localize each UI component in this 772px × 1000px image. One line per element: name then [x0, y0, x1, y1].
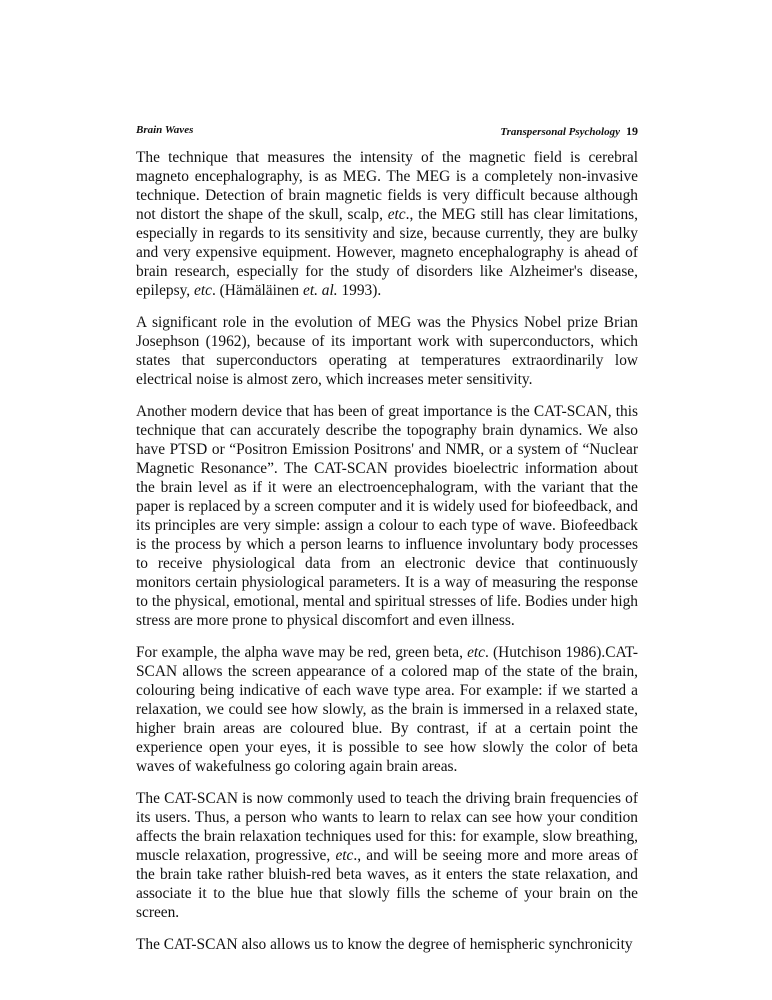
paragraph — [136, 313, 638, 389]
paragraph-text: Another modern device that has been of great importance is the CAT-SCAN, this technique that can accurately describe the topography brain dynamics. We also have PTSD or “Positron Emission Positrons' and NMR, or a system of “Nuclear Magnetic Resonance”. The CAT-SCAN provides bioelectric information about the brain level as if it were an electroencephalogram, with the variant that the paper is replaced by a screen computer and it is widely used for biofeedback, and its principles are very simple: assign a colour to each type of wave. Biofeedback is the process by which a person learns to influence involuntary body processes to receive physiological data from an electronic device that continuously monitors certain physiological parameters. It is a way of measuring the response to the physical, emotional, mental and spiritual stresses of life. Bodies under high stress are more prone to physical discomfort and even illness. — [136, 403, 638, 629]
paragraph-text: ., the MEG still has clear limitations, especially in regards to its sensitivity and size, because currently, they are bulky and very expensive equipment. However, magneto encephalography is ahead of brain research, especially for the study of disorders like Alzheimer's disease, epilepsy, — [136, 206, 638, 299]
paragraph-text: . (Hämäläinen — [211, 282, 303, 299]
paragraph — [136, 643, 638, 776]
italic-text: etc — [467, 644, 486, 661]
italic-text: etc — [335, 847, 354, 864]
paragraph-text: The CAT-SCAN also allows us to know the degree of hemispheric synchronicity — [136, 936, 633, 953]
paragraph-text: 1993). — [337, 282, 382, 299]
italic-text: etc — [194, 282, 212, 299]
page-number: 19 — [626, 124, 638, 138]
italic-text: etc — [387, 206, 406, 223]
italic-text: et. al. — [302, 282, 338, 299]
running-header-title: Transpersonal Psychology — [500, 126, 620, 138]
paragraph-text: ., and will be seeing more and more areas of the brain take rather bluish-red beta waves, as it enters the state relaxation, and associate it to the blue hue that slowly fills the scheme of your brain on the screen. — [136, 847, 638, 921]
paragraph-text: A significant role in the evolution of MEG was the Physics Nobel prize Brian Josephson (1962), because of its important work with superconductors, which states that superconductors operating at temperatures extraordinarily low electrical noise is almost zero, which increases meter sensitivity. — [136, 314, 638, 388]
paragraph — [136, 148, 638, 300]
paragraph-text: The CAT-SCAN is now commonly used to teach the driving brain frequencies of its users. Thus, a person who wants to learn to relax can see how your condition affects the brain relaxation techniques used for this: for example, slow breathing, muscle relaxation, progressive, — [136, 790, 638, 864]
running-header-right — [500, 124, 638, 139]
paragraph — [136, 935, 638, 954]
paragraph-text: . (Hutchison 1986).CAT-SCAN allows the screen appearance of a colored map of the state of the brain, colouring being indicative of each wave type area. For example: if we started a relaxation, we could see how slowly, as the brain is immersed in a relaxed state, higher brain areas are coloured blue. By contrast, if at a certain point the experience open your eyes, it is possible to see how slowly the color of beta waves of wakefulness go coloring again brain areas. — [136, 644, 638, 775]
paragraph — [136, 789, 638, 922]
running-header-left: Brain Waves — [136, 124, 194, 136]
paragraph-text: The technique that measures the intensity of the magnetic field is cerebral magneto encephalography, is as MEG. The MEG is a completely non-invasive technique. Detection of brain magnetic fields is very difficult because although not distort the shape of the skull, scalp, — [136, 149, 638, 223]
body-text — [136, 148, 638, 967]
paragraph — [136, 402, 638, 630]
paragraph-text: For example, the alpha wave may be red, green beta, — [136, 644, 468, 661]
running-header — [136, 124, 638, 142]
